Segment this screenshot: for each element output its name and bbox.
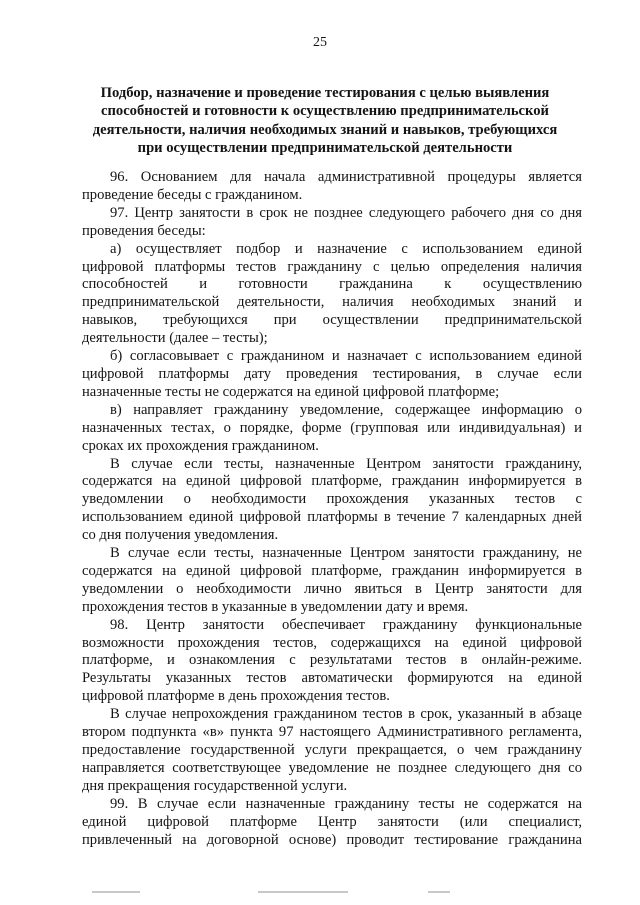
text-line: уведомлении о необходимости прохождения указанных тестов с <box>82 491 582 508</box>
text-line: предоставление государственной услуги прекращается, о чем гражданину <box>82 742 582 758</box>
text-line: привлеченный на договорной основе) проводит тестирование гражданина <box>82 831 582 848</box>
text-line: В случае непрохождения гражданином тестов в срок, указанный в абзаце <box>110 706 582 723</box>
text-line: б) согласовывает с гражданином и назначает с использованием единой <box>110 348 582 365</box>
text-line: втором подпункта «в» пункта 97 настоящего Административного регламента, <box>82 724 582 741</box>
text-line: навыков, требующихся при осуществлении предпринимательской <box>82 312 582 329</box>
scan-artifacts <box>0 891 640 901</box>
paragraph-99 <box>82 796 582 850</box>
heading-line: при осуществлении предпринимательской деятельности <box>137 139 513 156</box>
paragraph-97-v <box>82 402 582 456</box>
text-line: единой цифровой платформе Центр занятости (или специалист, <box>82 813 582 830</box>
heading-line: Подбор, назначение и проведение тестирования с целью выявления <box>100 85 550 101</box>
heading-line: способностей и готовности к осуществлению предпринимательской <box>101 103 549 120</box>
text-line: способностей и готовности гражданина к осуществлению <box>82 276 582 293</box>
text-line: в) направляет гражданину уведомление, содержащее информацию о <box>110 401 582 418</box>
paragraph-tests-on-platform <box>82 456 582 546</box>
text-line: содержатся на единой цифровой платформе, гражданин информируется в <box>82 562 582 579</box>
text-line: 97. Центр занятости в срок не позднее следующего рабочего дня со дня <box>110 204 582 221</box>
text-line: 99. В случае если назначенные гражданину тесты не содержатся на <box>110 795 582 812</box>
text-line: цифровой платформе в день прохождения тестов. <box>82 688 390 705</box>
paragraph-97-b <box>82 348 582 402</box>
text-line: платформе, и ознакомления с результатами тестов в онлайн-режиме. <box>82 652 582 669</box>
paragraph-97 <box>82 205 582 241</box>
text-line: Результаты указанных тестов автоматически формируются на единой <box>82 670 582 687</box>
text-line: дня прекращения государственной услуги. <box>82 777 348 794</box>
text-line: проведения беседы: <box>82 222 206 239</box>
text-line: сроках их прохождения гражданином. <box>82 437 319 454</box>
text-line: назначенных тестах, о порядке, форме (групповая или индивидуальная) и <box>82 419 582 436</box>
text-line: 96. Основанием для начала административной процедуры является <box>110 169 582 185</box>
text-line: назначенные тесты не содержатся на единой цифровой платформе; <box>82 383 500 400</box>
paragraph-tests-not-on-platform <box>82 545 582 617</box>
text-line: уведомлении о необходимости лично явиться в Центр занятости для <box>82 580 582 597</box>
paragraph-97-a <box>82 241 582 348</box>
page-number: 25 <box>313 35 327 50</box>
text-line: проведение беседы с гражданином. <box>82 186 303 203</box>
text-line: а) осуществляет подбор и назначение с использованием единой <box>110 240 582 257</box>
text-line: деятельности (далее – тесты); <box>82 330 268 347</box>
text-line: 98. Центр занятости обеспечивает гражданину функциональные <box>110 616 582 633</box>
text-line: В случае если тесты, назначенные Центром занятости гражданину, <box>110 455 582 472</box>
text-line: содержатся на единой цифровой платформе, гражданин информируется в <box>82 473 582 490</box>
section-heading <box>70 84 580 157</box>
paragraph-non-completion <box>82 706 582 796</box>
text-line: прохождения тестов в указанные в уведомлении дату и время. <box>82 598 469 615</box>
text-line: цифровой платформы дату проведения тестирования, в случае если <box>82 365 582 382</box>
text-line: со дня получения уведомления. <box>82 527 279 544</box>
text-line: предпринимательской деятельности, наличия необходимых знаний и <box>82 294 582 311</box>
heading-line: деятельности, наличия необходимых знаний и навыков, требующихся <box>92 121 558 138</box>
text-line: использованием единой цифровой платформы в течение 7 календарных дней <box>82 509 582 526</box>
document-body <box>82 169 582 849</box>
paragraph-96 <box>82 169 582 205</box>
text-line: цифровой платформы тестов гражданину с целью определения наличия <box>82 258 582 275</box>
text-line: возможности прохождения тестов, содержащихся на единой цифровой <box>82 634 582 651</box>
paragraph-98 <box>82 617 582 707</box>
text-line: направляется соответствующее уведомление не позднее следующего дня со <box>82 759 582 776</box>
text-line: В случае если тесты, назначенные Центром занятости гражданину, не <box>110 545 582 562</box>
